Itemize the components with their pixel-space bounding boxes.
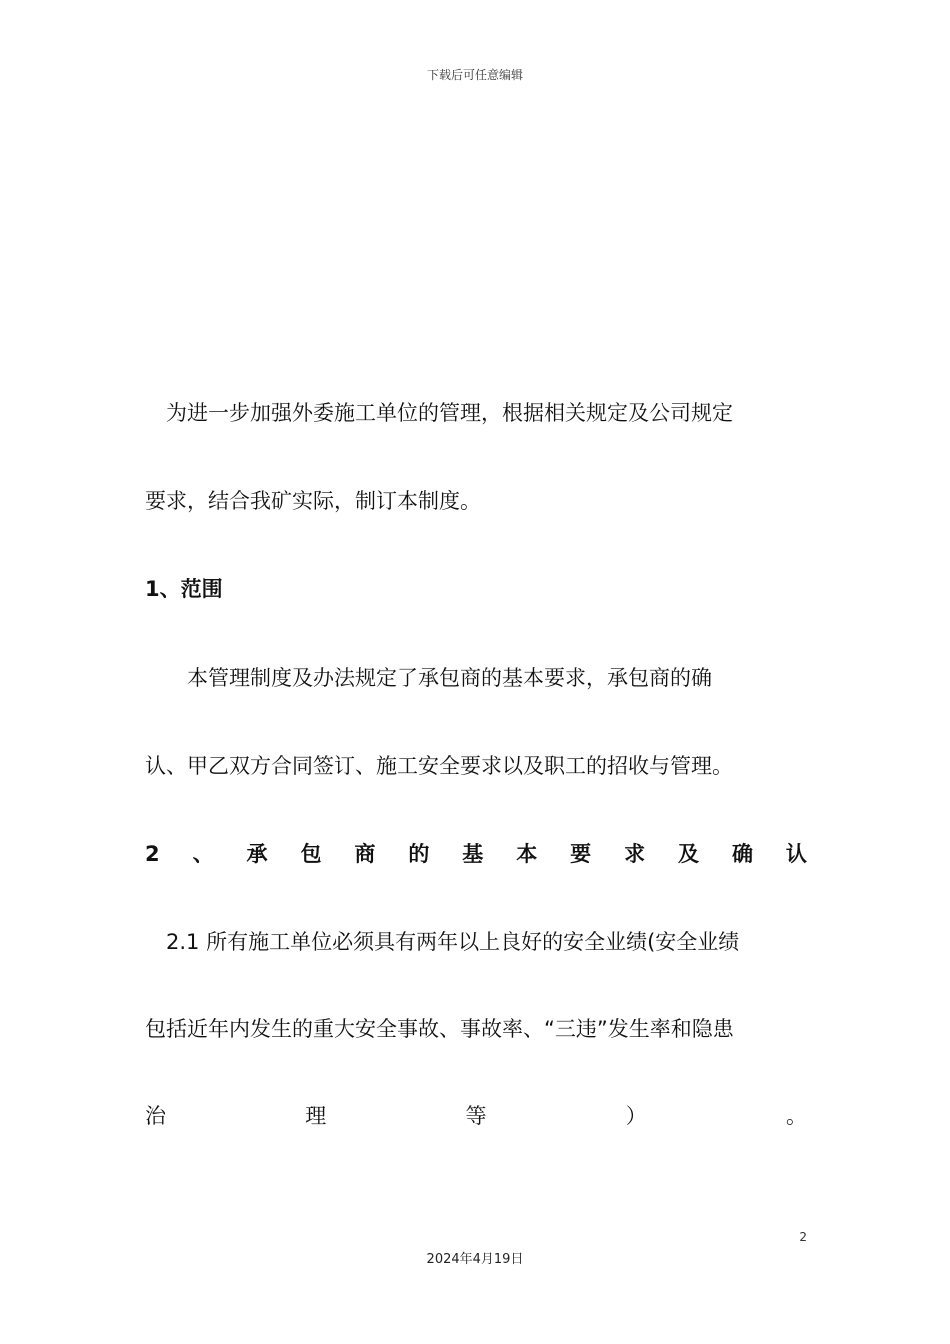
section-2-heading-char: 2 [145, 842, 160, 866]
item-2-1-line-3-char: 理 [305, 1104, 327, 1128]
section-2-heading-char: 基 [462, 842, 484, 866]
header-note: 下载后可任意编辑 [426, 68, 523, 82]
footer-date: 2024年4月19日 [426, 1252, 524, 1267]
item-2-1-line-3-char: 治 [145, 1104, 166, 1128]
section-2-heading-char: 包 [300, 842, 322, 866]
page-number: 2 [799, 1230, 807, 1244]
section-2-heading-char: 及 [678, 842, 699, 866]
item-2-1-line-1: 2.1 所有施工单位必须具有两年以上良好的安全业绩(安全业绩 [166, 930, 740, 954]
item-2-1-line-3-char: 。 [786, 1104, 807, 1128]
section-2-heading-char: 、 [192, 842, 214, 866]
section-2-heading-char: 的 [408, 842, 430, 866]
section-2-heading-char: 承 [246, 842, 268, 866]
intro-line-2: 要求，结合我矿实际，制订本制度。 [145, 489, 481, 513]
section-2-heading-char: 求 [624, 842, 646, 866]
section-2-heading-char: 认 [785, 842, 807, 866]
item-2-1-line-3-char: ） [625, 1104, 647, 1128]
section-2-heading-char: 确 [731, 842, 753, 866]
section-1-heading: 1、范围 [145, 577, 223, 601]
section-2-heading [145, 839, 807, 869]
section-2-heading-char: 要 [570, 842, 592, 866]
item-2-1-line-3 [145, 1101, 807, 1131]
section-2-heading-char: 本 [516, 842, 538, 866]
section-1-line-1: 本管理制度及办法规定了承包商的基本要求，承包商的确 [187, 666, 712, 690]
section-1-line-2: 认、甲乙双方合同签订、施工安全要求以及职工的招收与管理。 [145, 754, 733, 778]
item-2-1-line-2: 包括近年内发生的重大安全事故、事故率、“三违”发生率和隐患 [145, 1017, 734, 1041]
intro-line-1: 为进一步加强外委施工单位的管理，根据相关规定及公司规定 [166, 401, 733, 425]
section-2-heading-char: 商 [354, 842, 376, 866]
item-2-1-line-3-char: 等 [465, 1104, 487, 1128]
